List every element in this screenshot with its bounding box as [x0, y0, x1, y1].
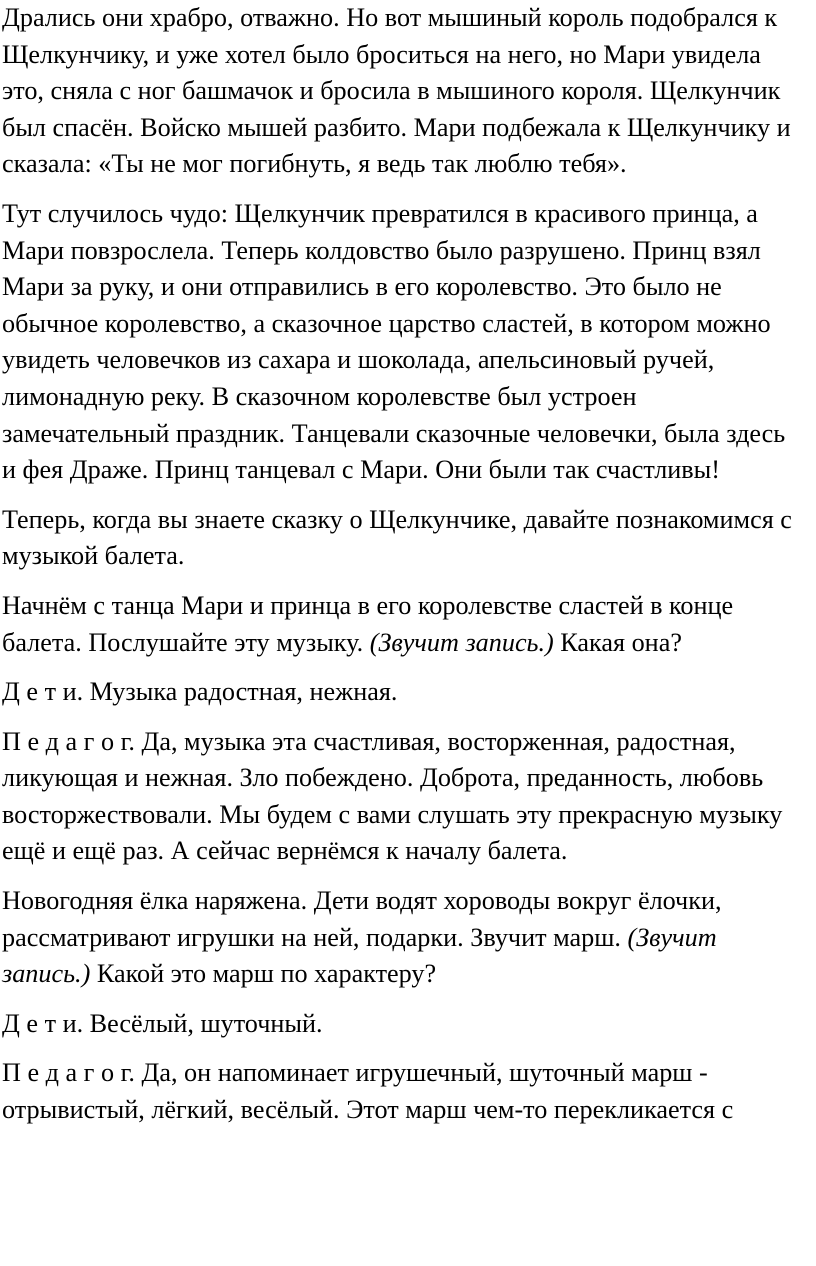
paragraph-battle: Дрались они храбро, отважно. Но вот мышиный король подобрался к Щелкунчику, и уже хотел было броситься на него, но Мари увидела это, сняла с ног башмачок и бросила в мышиного короля. Щелкунчик был спасён. Войско мышей разбито. Мари подбежала к Щелкунчику и сказала: «Ты не мог погибнуть, я ведь так люблю тебя».	[2, 3, 791, 179]
paragraph-music-intro: Теперь, когда вы знаете сказку о Щелкунчике, давайте познакомимся с музыкой балета.	[2, 504, 792, 571]
teacher-line-2: П е д а г о г. Да, он напоминает игрушечный, шуточный марш - отрывистый, лёгкий, весёлый. Этот марш чем-то перекликается с	[2, 1058, 734, 1125]
stage-direction: (Звучит запись.)	[2, 922, 717, 989]
paragraph-dance-listening	[2, 588, 802, 661]
stage-direction: (Звучит запись.)	[369, 627, 554, 657]
paragraph-text: Какой это марш по характеру?	[90, 959, 437, 989]
children-answer-1: Д е т и. Музыка радостная, нежная.	[2, 677, 398, 707]
paragraph-new-year-tree	[2, 883, 802, 993]
paragraph-miracle: Тут случилось чудо: Щелкунчик превратился в красивого принца, а Мари повзрослела. Теперь колдовство было разрушено. Принц взял Мари за руку, и они отправились в его королевство. Это было не обычное королевство, а сказочное царство сластей, в котором можно увидеть человечков из сахара и шоколада, апельсиновый ручей, лимонадную реку. В сказочном королевстве был устроен замечательный праздник. Танцевали сказочные человечки, была здесь и фея Драже. Принц танцевал с Мари. Они были так счастливы!	[2, 198, 786, 485]
teacher-line-1: П е д а г о г. Да, музыка эта счастливая, восторженная, радостная, ликующая и нежная. Зло побеждено. Доброта, преданность, любовь восторжествовали. Мы будем с вами слушать эту прекрасную музыку ещё и ещё раз. А сейчас вернёмся к началу балета.	[2, 726, 783, 866]
paragraph-text: Новогодняя ёлка наряжена. Дети водят хороводы вокруг ёлочки, рассматривают игрушки на ней, подарки. Звучит марш.	[2, 886, 722, 952]
children-answer-2: Д е т и. Весёлый, шуточный.	[2, 1008, 323, 1038]
paragraph-text: Какая она?	[553, 627, 682, 657]
paragraph-text: Начнём с танца Мари и принца в его королевстве сластей в конце балета. Послушайте эту музыку.	[2, 590, 734, 657]
